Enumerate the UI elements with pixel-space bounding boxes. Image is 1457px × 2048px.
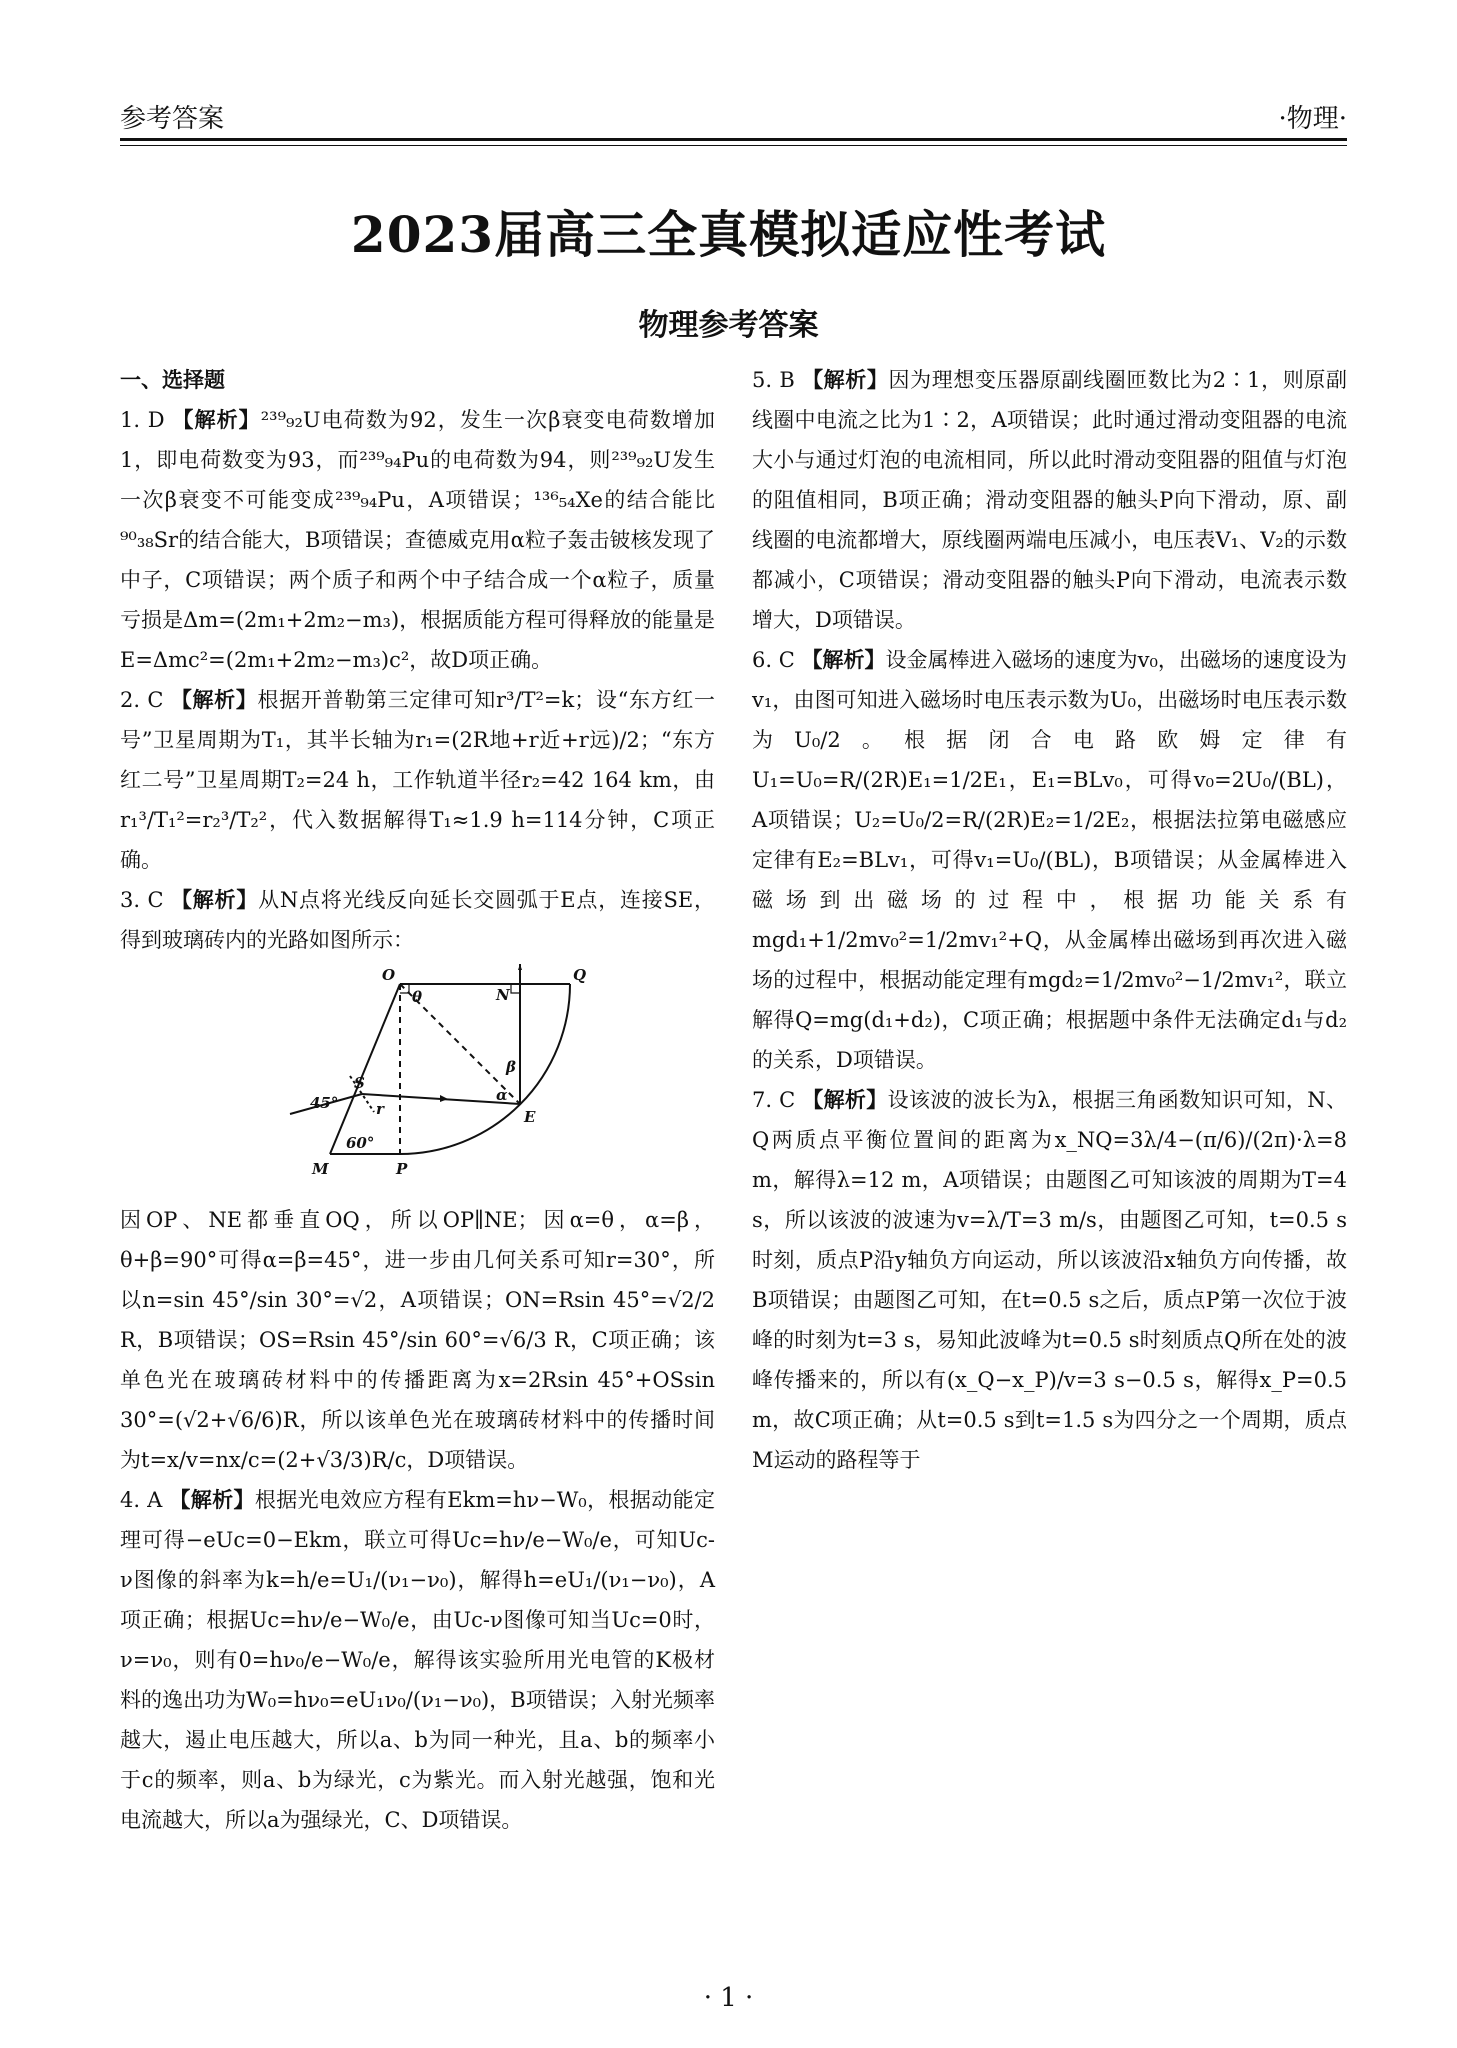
question-5-tag: 【解析】	[802, 367, 889, 392]
question-6	[752, 640, 1347, 1080]
question-4-number: 4. A	[120, 1488, 163, 1512]
figure-label-r: r	[376, 1100, 384, 1118]
header-rule-thin	[120, 145, 1347, 146]
question-6-tag: 【解析】	[801, 647, 886, 672]
page-header	[120, 95, 1347, 135]
question-5-number: 5. B	[752, 368, 795, 392]
figure-label-45: 45°	[310, 1094, 339, 1112]
figure-label-alpha: α	[496, 1086, 508, 1104]
figure-label-e: E	[524, 1108, 536, 1126]
optics-figure	[270, 964, 610, 1194]
figure-label-m: M	[312, 1160, 329, 1178]
figure-label-s: S	[354, 1074, 365, 1092]
question-4	[120, 1480, 715, 1840]
figure-arrow-right	[440, 1095, 448, 1102]
question-3-text: 从N点将光线反向延长交圆弧于E点，连接SE，得到玻璃砖内的光路如图所示：	[120, 888, 715, 952]
header-right: ·物理·	[1278, 104, 1347, 134]
figure-label-n: N	[496, 986, 510, 1004]
figure-label-q: Q	[573, 966, 587, 984]
figure-label-60: 60°	[346, 1134, 375, 1152]
figure-label-theta: θ	[412, 988, 423, 1006]
question-4-tag: 【解析】	[169, 1487, 255, 1512]
question-7-tag: 【解析】	[802, 1087, 888, 1112]
question-7	[752, 1080, 1347, 1480]
question-6-text: 设金属棒进入磁场的速度为v₀，出磁场的速度设为v₁，由图可知进入磁场时电压表示数为U₀，出磁场时电压表示数为U₀/2。根据闭合电路欧姆定律有U₁=U₀=R/(2R)E₁=1/2E₁，E₁=BLv₀，可得v₀=2U₀/(BL)，A项错误；U₂=U₀/2=R/(2R)E₂=1/2E₂，根据法拉第电磁感应定律有E₂=BLv₁，可得v₁=U₀/(BL)，B项错误；从金属棒进入磁场到出磁场的过程中，根据功能关系有mgd₁+1/2mv₀²=1/2mv₁²+Q，从金属棒出磁场到再次进入磁场的过程中，根据动能定理有mgd₂=1/2mv₀²−1/2mv₁²，联立解得Q=mg(d₁+d₂)，C项正确；根据题中条件无法确定d₁与d₂的关系，D项错误。	[752, 648, 1348, 1072]
question-3	[120, 880, 715, 960]
question-2	[120, 680, 715, 880]
figure-label-beta: β	[506, 1058, 516, 1076]
figure-label-o: O	[382, 966, 396, 984]
question-7-number: 7. C	[752, 1088, 796, 1112]
section-label: 一、选择题	[120, 367, 225, 392]
left-column	[120, 360, 715, 1840]
question-1-number: 1. D	[120, 408, 165, 432]
question-4-text: 根据光电效应方程有Ekm=hν−W₀，根据动能定理可得−eUc=0−Ekm，联立可得Uc=hν/e−W₀/e，可知Uc-ν图像的斜率为k=h/e=U₁/(ν₁−ν₀)，解得h=eU₁/(ν₁−ν₀)，A项正确；根据Uc=hν/e−W₀/e，由Uc-ν图像可知当Uc=0时，ν=ν₀，则有0=hν₀/e−W₀/e，解得该实验所用光电管的K极材料的逸出功为W₀=hν₀=eU₁ν₀/(ν₁−ν₀)，B项错误；入射光频率越大，遏止电压越大，所以a、b为同一种光，且a、b的频率小于c的频率，则a、b为绿光，c为紫光。而入射光越强，饱和光电流越大，所以a为强绿光，C、D项错误。	[120, 1488, 716, 1832]
exam-title: 2023届高三全真模拟适应性考试	[350, 205, 1107, 264]
question-1-text: ²³⁹₉₂U电荷数为92，发生一次β衰变电荷数增加1，即电荷数变为93，而²³⁹₉₄Pu的电荷数为94，则²³⁹₉₂U发生一次β衰变不可能变成²³⁹₉₄Pu，A项错误；¹³⁶₅₄Xe的结合能比⁹⁰₃₈Sr的结合能大，B项错误；查德威克用α粒子轰击铍核发现了中子，C项错误；两个质子和两个中子结合成一个α粒子，质量亏损是Δm=(2m₁+2m₂−m₃)，根据质能方程可得释放的能量是E=Δmc²=(2m₁+2m₂−m₃)c²，故D项正确。	[120, 408, 715, 672]
question-5	[752, 360, 1347, 640]
page-number: · 1 ·	[703, 1983, 754, 2013]
question-6-number: 6. C	[752, 648, 795, 672]
question-2-number: 2. C	[120, 688, 164, 712]
question-3-tag: 【解析】	[171, 887, 259, 912]
right-column	[752, 360, 1347, 1480]
answer-subtitle: 物理参考答案	[638, 308, 819, 343]
figure-arrow-up	[518, 964, 522, 970]
question-3-continued: 因OP、NE都垂直OQ，所以OP∥NE；因α=θ，α=β，θ+β=90°可得α=β=45°，进一步由几何关系可知r=30°，所以n=sin 45°/sin 30°=√2，A项错误；ON=Rsin 45°=√2/2 R，B项错误；OS=Rsin 45°/sin 60°=√6/3 R，C项正确；该单色光在玻璃砖材料中的传播距离为x=2Rsin 45°+OSsin 30°=(√2+√6/6)R，所以该单色光在玻璃砖材料中的传播时间为t=x/v=nx/c=(2+√3/3)R/c，D项错误。	[120, 1208, 715, 1472]
header-rule-thick	[120, 138, 1347, 141]
question-1	[120, 400, 715, 680]
figure-right-angle-n	[511, 984, 520, 993]
question-3-number: 3. C	[120, 888, 164, 912]
header-left: 参考答案	[120, 104, 225, 134]
question-1-tag: 【解析】	[172, 407, 261, 432]
question-5-text: 因为理想变压器原副线圈匝数比为2∶1，则原副线圈中电流之比为1∶2，A项错误；此时通过滑动变阻器的电流大小与通过灯泡的电流相同，所以此时滑动变阻器的阻值与灯泡的阻值相同，B项正确；滑动变阻器的触头P向下滑动，原、副线圈的电流都增大，原线圈两端电压减小，电压表V₁、V₂的示数都减小，C项错误；滑动变阻器的触头P向下滑动，电流表示数增大，D项错误。	[752, 368, 1347, 632]
question-2-tag: 【解析】	[170, 687, 258, 712]
figure-line-om	[330, 984, 400, 1154]
question-2-text: 根据开普勒第三定律可知r³/T²=k；设“东方红一号”卫星周期为T₁，其半长轴为r₁=(2R地+r近+r远)/2；“东方红二号”卫星周期T₂=24 h，工作轨道半径r₂=42 164 km，由r₁³/T₁²=r₂³/T₂²，代入数据解得T₁≈1.9 h=114分钟，C项正确。	[120, 688, 716, 872]
question-7-text: 设该波的波长为λ，根据三角函数知识可知，N、Q两质点平衡位置间的距离为x_NQ=3λ/4−(π/6)/(2π)·λ=8 m，解得λ=12 m，A项错误；由题图乙可知该波的周期为T=4 s，所以该波的波速为v=λ/T=3 m/s，由题图乙可知，t=0.5 s时刻，质点P沿y轴负方向运动，所以该波沿x轴负方向传播，故B项错误；由题图乙可知，在t=0.5 s之后，质点P第一次位于波峰的时刻为t=3 s，易知此波峰为t=0.5 s时刻质点Q所在处的波峰传播来的，所以有(x_Q−x_P)/v=3 s−0.5 s，解得x_P=0.5 m，故C项正确；从t=0.5 s到t=1.5 s为四分之一个周期，质点M运动的路程等于	[752, 1088, 1348, 1472]
figure-label-p: P	[396, 1160, 408, 1178]
